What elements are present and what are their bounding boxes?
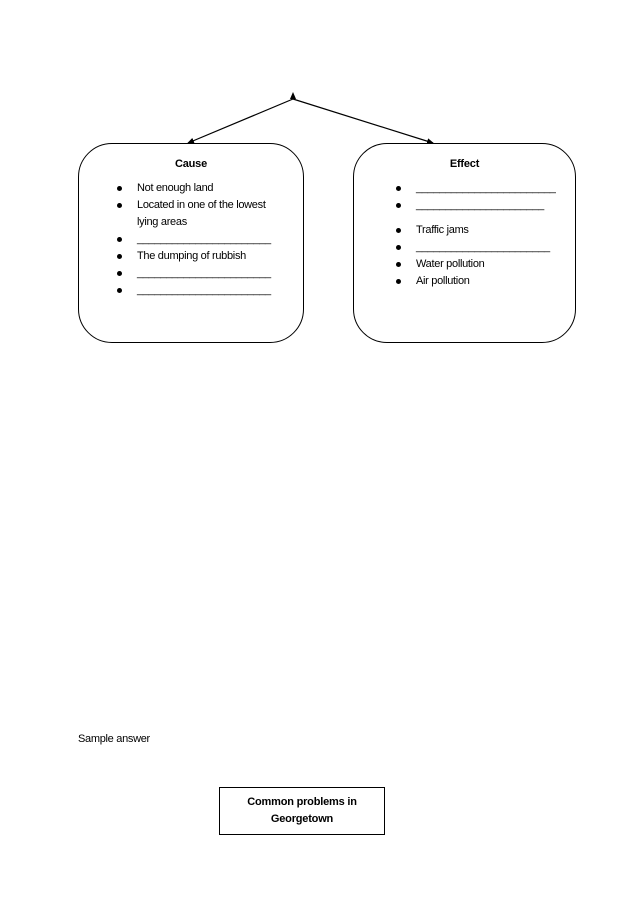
- common-problems-box: [219, 787, 385, 835]
- arrow-to-effect: [293, 99, 433, 143]
- list-item: _______________________: [117, 231, 277, 248]
- bullet-icon: [117, 271, 122, 276]
- list-item: Located in one of the lowest lying areas: [117, 197, 277, 231]
- bullet-icon: [117, 203, 122, 208]
- bullet-icon: [396, 228, 401, 233]
- bullet-icon: [396, 279, 401, 284]
- effect-list: [396, 180, 566, 290]
- bullet-icon: [117, 237, 122, 242]
- list-item: _______________________: [117, 282, 277, 299]
- list-item: Traffic jams: [396, 222, 566, 239]
- bullet-icon: [117, 186, 122, 191]
- effect-title: Effect: [449, 158, 480, 170]
- list-item: ________________________: [396, 180, 566, 197]
- sample-answer-label: Sample answer: [78, 733, 150, 745]
- list-item: _______________________: [117, 265, 277, 282]
- list-spacer: [396, 214, 566, 222]
- cause-box: [78, 143, 304, 343]
- bullet-icon: [396, 186, 401, 191]
- list-item: _______________________: [396, 239, 566, 256]
- bullet-icon: [396, 262, 401, 267]
- cause-title: Cause: [174, 158, 208, 170]
- bullet-icon: [396, 245, 401, 250]
- list-item: Not enough land: [117, 180, 277, 197]
- arrow-top-tip: [290, 92, 296, 99]
- bullet-icon: [117, 254, 122, 259]
- list-item: The dumping of rubbish: [117, 248, 277, 265]
- list-item: Air pollution: [396, 273, 566, 290]
- arrow-to-cause: [188, 99, 293, 143]
- bullet-icon: [396, 203, 401, 208]
- list-item: Water pollution: [396, 256, 566, 273]
- common-problems-title: Common problems in Georgetown: [247, 796, 357, 825]
- list-item: ______________________: [396, 197, 566, 214]
- cause-list: [117, 180, 277, 299]
- effect-box: [353, 143, 576, 343]
- bullet-icon: [117, 288, 122, 293]
